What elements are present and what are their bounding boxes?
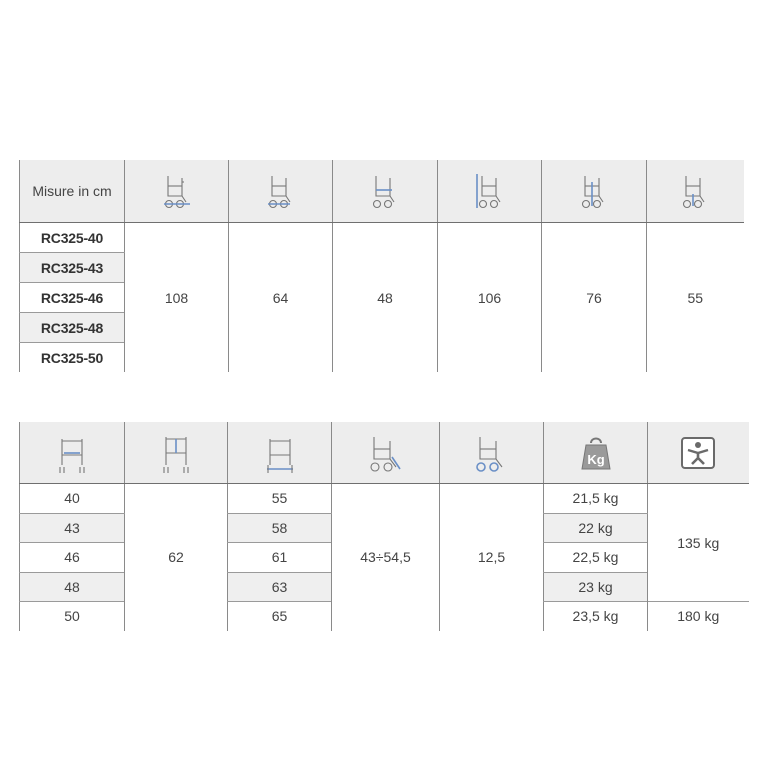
total-width-cell: 61 bbox=[228, 543, 332, 573]
value-cell: 48 bbox=[333, 223, 438, 373]
specifications-header-row bbox=[20, 422, 749, 484]
weight-cell: 21,5 kg bbox=[544, 484, 648, 514]
value-cell: 64 bbox=[229, 223, 333, 373]
rear-wheel-icon bbox=[472, 433, 512, 473]
seat-width-cell: 48 bbox=[20, 572, 125, 602]
header-chair-seat-height bbox=[542, 160, 647, 223]
table-row bbox=[20, 484, 749, 514]
seat-width-icon bbox=[55, 433, 89, 473]
chair-depth-icon bbox=[368, 172, 402, 210]
footrest-range-icon bbox=[366, 433, 406, 473]
seat-width-cell: 43 bbox=[20, 513, 125, 543]
seat-width-cell: 50 bbox=[20, 602, 125, 631]
specifications-table bbox=[19, 422, 749, 631]
wheel-cell: 12,5 bbox=[440, 484, 544, 631]
value-cell: 55 bbox=[647, 223, 744, 373]
measures-label-cell bbox=[20, 160, 125, 223]
value-cell: 62 bbox=[125, 484, 228, 631]
max-user-weight-icon bbox=[680, 436, 716, 470]
header-max-user-weight bbox=[648, 422, 749, 484]
header-chair-depth bbox=[333, 160, 438, 223]
chair-length-icon bbox=[160, 172, 194, 210]
weight-cell: 23 kg bbox=[544, 572, 648, 602]
measures-label: Misure in cm bbox=[32, 183, 112, 199]
dimensions-header-row bbox=[20, 160, 744, 223]
model-cell: RC325-50 bbox=[20, 343, 125, 373]
max-weight-cell: 180 kg bbox=[648, 602, 749, 631]
seat-width-cell: 46 bbox=[20, 543, 125, 573]
header-chair-length bbox=[125, 160, 229, 223]
weight-cell: 22,5 kg bbox=[544, 543, 648, 573]
seat-inner-width-icon bbox=[159, 433, 193, 473]
dimensions-table bbox=[19, 160, 744, 372]
weight-cell: 23,5 kg bbox=[544, 602, 648, 631]
header-seat-inner-width bbox=[125, 422, 228, 484]
model-cell: RC325-43 bbox=[20, 253, 125, 283]
value-cell: 106 bbox=[438, 223, 542, 373]
total-width-cell: 58 bbox=[228, 513, 332, 543]
table-row bbox=[20, 223, 744, 253]
total-width-cell: 55 bbox=[228, 484, 332, 514]
model-cell: RC325-40 bbox=[20, 223, 125, 253]
model-cell: RC325-48 bbox=[20, 313, 125, 343]
total-width-icon bbox=[263, 433, 297, 473]
chair-length-folded-icon bbox=[264, 172, 298, 210]
header-chair-folded-length bbox=[229, 160, 333, 223]
header-chair-folded-width bbox=[647, 160, 744, 223]
total-width-cell: 65 bbox=[228, 602, 332, 631]
value-cell: 108 bbox=[125, 223, 229, 373]
seat-width-cell: 40 bbox=[20, 484, 125, 514]
header-weight bbox=[544, 422, 648, 484]
header-seat-width bbox=[20, 422, 125, 484]
model-cell: RC325-46 bbox=[20, 283, 125, 313]
max-weight-cell: 135 kg bbox=[648, 484, 749, 602]
header-rear-wheel bbox=[440, 422, 544, 484]
weight-cell: 22 kg bbox=[544, 513, 648, 543]
footrest-cell: 43÷54,5 bbox=[332, 484, 440, 631]
total-width-cell: 63 bbox=[228, 572, 332, 602]
weight-icon bbox=[578, 433, 614, 473]
chair-seat-height-icon bbox=[577, 172, 611, 210]
weight-icon-text: Kg bbox=[586, 451, 605, 467]
header-total-width bbox=[228, 422, 332, 484]
chair-height-icon bbox=[473, 172, 507, 210]
value-cell: 76 bbox=[542, 223, 647, 373]
header-footrest-range bbox=[332, 422, 440, 484]
chair-folded-width-icon bbox=[678, 172, 712, 210]
header-chair-height bbox=[438, 160, 542, 223]
